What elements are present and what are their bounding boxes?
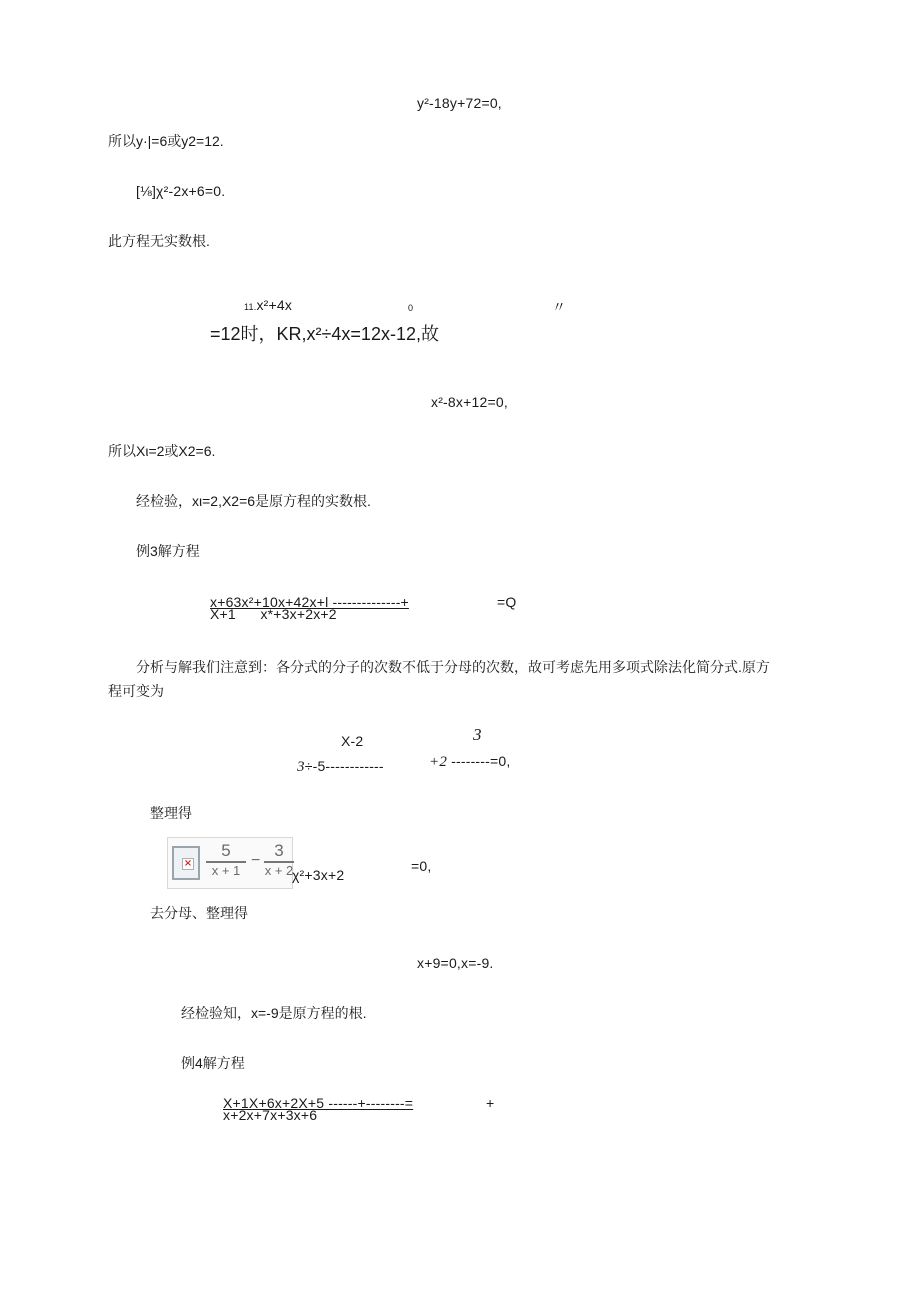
roots-y: 所以y·|=6或y2=12. — [108, 133, 224, 149]
solution: x+9=0,x=-9. — [417, 955, 494, 971]
denominator-label: 去分母、整理得 — [150, 905, 248, 921]
case-equation-x: [⅛]χ²-2x+6=0. — [136, 183, 226, 199]
fraction-1: 5 x + 1 — [206, 842, 246, 878]
embedded-fraction-image — [167, 837, 293, 889]
case2-zero: 0 — [408, 303, 414, 313]
example4-equation-top: X+1X+6x+2X+5 ------+--------= — [223, 1095, 414, 1111]
after-image-equals: =0, — [411, 858, 432, 874]
analysis-line-2: 程可变为 — [108, 683, 164, 699]
example4-equation-plus: + — [486, 1095, 495, 1111]
case2-condition: =12时，KR,x²÷4x=12x-12,故 — [210, 324, 439, 344]
after-image-expression: χ²+3x+2 — [292, 867, 345, 883]
fraction-minus: − — [251, 852, 261, 869]
transformed-right: +2 --------=0, — [429, 753, 511, 770]
roots-x: 所以Xι=2或X2=6. — [108, 443, 216, 459]
broken-image-icon — [172, 846, 200, 880]
example3-equation-top: x+63x²+10x+42x+l --------------+ — [210, 594, 409, 610]
equation-y: y²-18y+72=0, — [417, 95, 502, 111]
equation-x: x²-8x+12=0, — [431, 394, 508, 410]
simplify-label: 整理得 — [150, 805, 192, 821]
analysis-line-1: 分析与解我们注意到：各分式的分子的次数不低于分母的次数，故可考虑先用多项式除法化简分式.原方 — [136, 659, 770, 675]
broken-image-x: × — [183, 858, 193, 869]
case2-expression: 11.x²+4x — [244, 297, 293, 313]
case2-quote: 〃 — [552, 299, 566, 315]
example3-equation-rhs: =Q — [497, 594, 517, 610]
example3-title: 例3解方程 — [136, 543, 200, 559]
transformed-numerator: X-2 — [341, 733, 364, 749]
example3-equation-bottom: X+1 x*+3x+2x+2 — [210, 606, 337, 622]
check-roots: 经检验，xι=2,X2=6是原方程的实数根. — [136, 493, 371, 509]
fraction-2: 3 x + 2 — [264, 841, 294, 878]
transformed-left: 3÷-5------------ — [297, 758, 384, 775]
check-solution: 经检验知，x=-9是原方程的根. — [181, 1005, 367, 1021]
no-real-roots: 此方程无实数根. — [108, 233, 210, 249]
transformed-three: 3 — [473, 725, 482, 744]
example4-title: 例4解方程 — [181, 1055, 245, 1071]
example4-equation-bottom: x+2x+7x+3x+6 — [223, 1107, 318, 1123]
